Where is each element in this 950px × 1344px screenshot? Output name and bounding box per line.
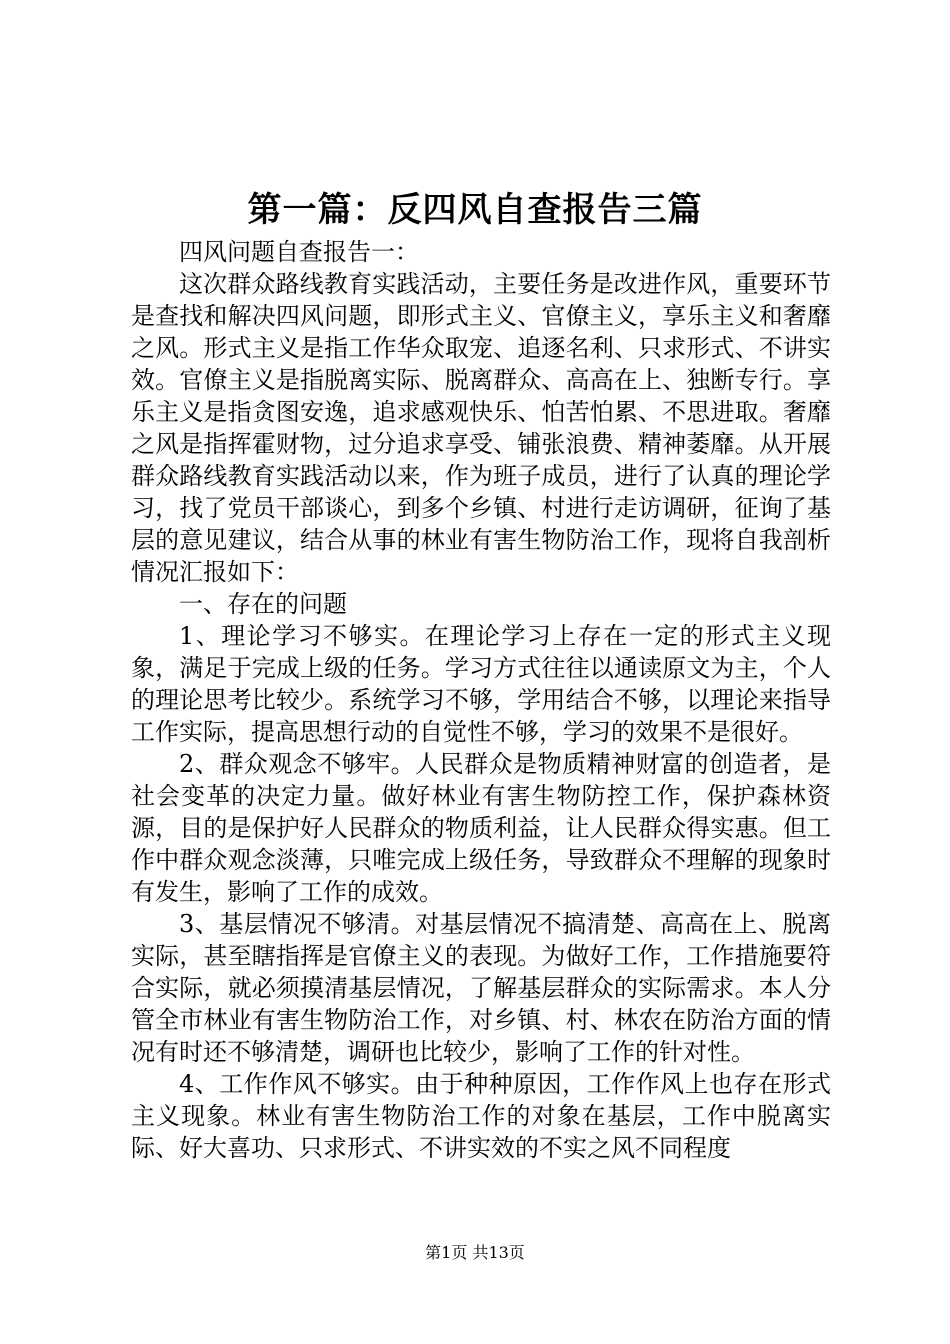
page-title: 第一篇：反四风自查报告三篇 <box>247 190 703 230</box>
page-footer: 第1页 共13页 <box>425 1243 525 1262</box>
document-body <box>131 236 831 1164</box>
paragraph-intro: 这次群众路线教育实践活动，主要任务是改进作风，重要环节是查找和解决四风问题，即形式主义、官僚主义，享乐主义和奢靡之风。形式主义是指工作华众取宠、追逐名利、只求形式、不讲实效。官僚主义是指脱离实际、脱离群众、高高在上、独断专行。享乐主义是指贪图安逸，追求感观快乐、怕苦怕累、不思进取。奢靡之风是指挥霍财物，过分追求享受、铺张浪费、精神萎靡。从开展群众路线教育实践活动以来，作为班子成员，进行了认真的理论学习，找了党员干部谈心，到多个乡镇、村进行走访调研，征询了基层的意见建议，结合从事的林业有害生物防治工作，现将自我剖析情况汇报如下： <box>131 270 831 586</box>
paragraph-item-3: 3、基层情况不够清。对基层情况不搞清楚、高高在上、脱离实际，甚至瞎指挥是官僚主义的表现。为做好工作，工作措施要符合实际，就必须摸清基层情况，了解基层群众的实际需求。本人分管全市林业有害生物防治工作，对乡镇、村、林农在防治方面的情况有时还不够清楚，调研也比较少，影响了工作的针对性。 <box>131 910 831 1066</box>
section-heading-problems: 一、存在的问题 <box>179 590 347 618</box>
paragraph-item-4: 4、工作作风不够实。由于种种原因，工作作风上也存在形式主义现象。林业有害生物防治工作的对象在基层，工作中脱离实际、好大喜功、只求形式、不讲实效的不实之风不同程度 <box>131 1070 831 1162</box>
paragraph-item-2: 2、群众观念不够牢。人民群众是物质精神财富的创造者，是社会变革的决定力量。做好林业有害生物防控工作，保护森林资源，目的是保护好人民群众的物质利益，让人民群众得实惠。但工作中群众观念淡薄，只唯完成上级任务，导致群众不理解的现象时有发生，影响了工作的成效。 <box>131 750 831 906</box>
paragraph-heading-report-one: 四风问题自查报告一： <box>179 238 419 266</box>
paragraph-item-1: 1、理论学习不够实。在理论学习上存在一定的形式主义现象，满足于完成上级的任务。学习方式往往以通读原文为主，个人的理论思考比较少。系统学习不够，学用结合不够，以理论来指导工作实际，提高思想行动的自觉性不够，学习的效果不是很好。 <box>131 622 831 746</box>
